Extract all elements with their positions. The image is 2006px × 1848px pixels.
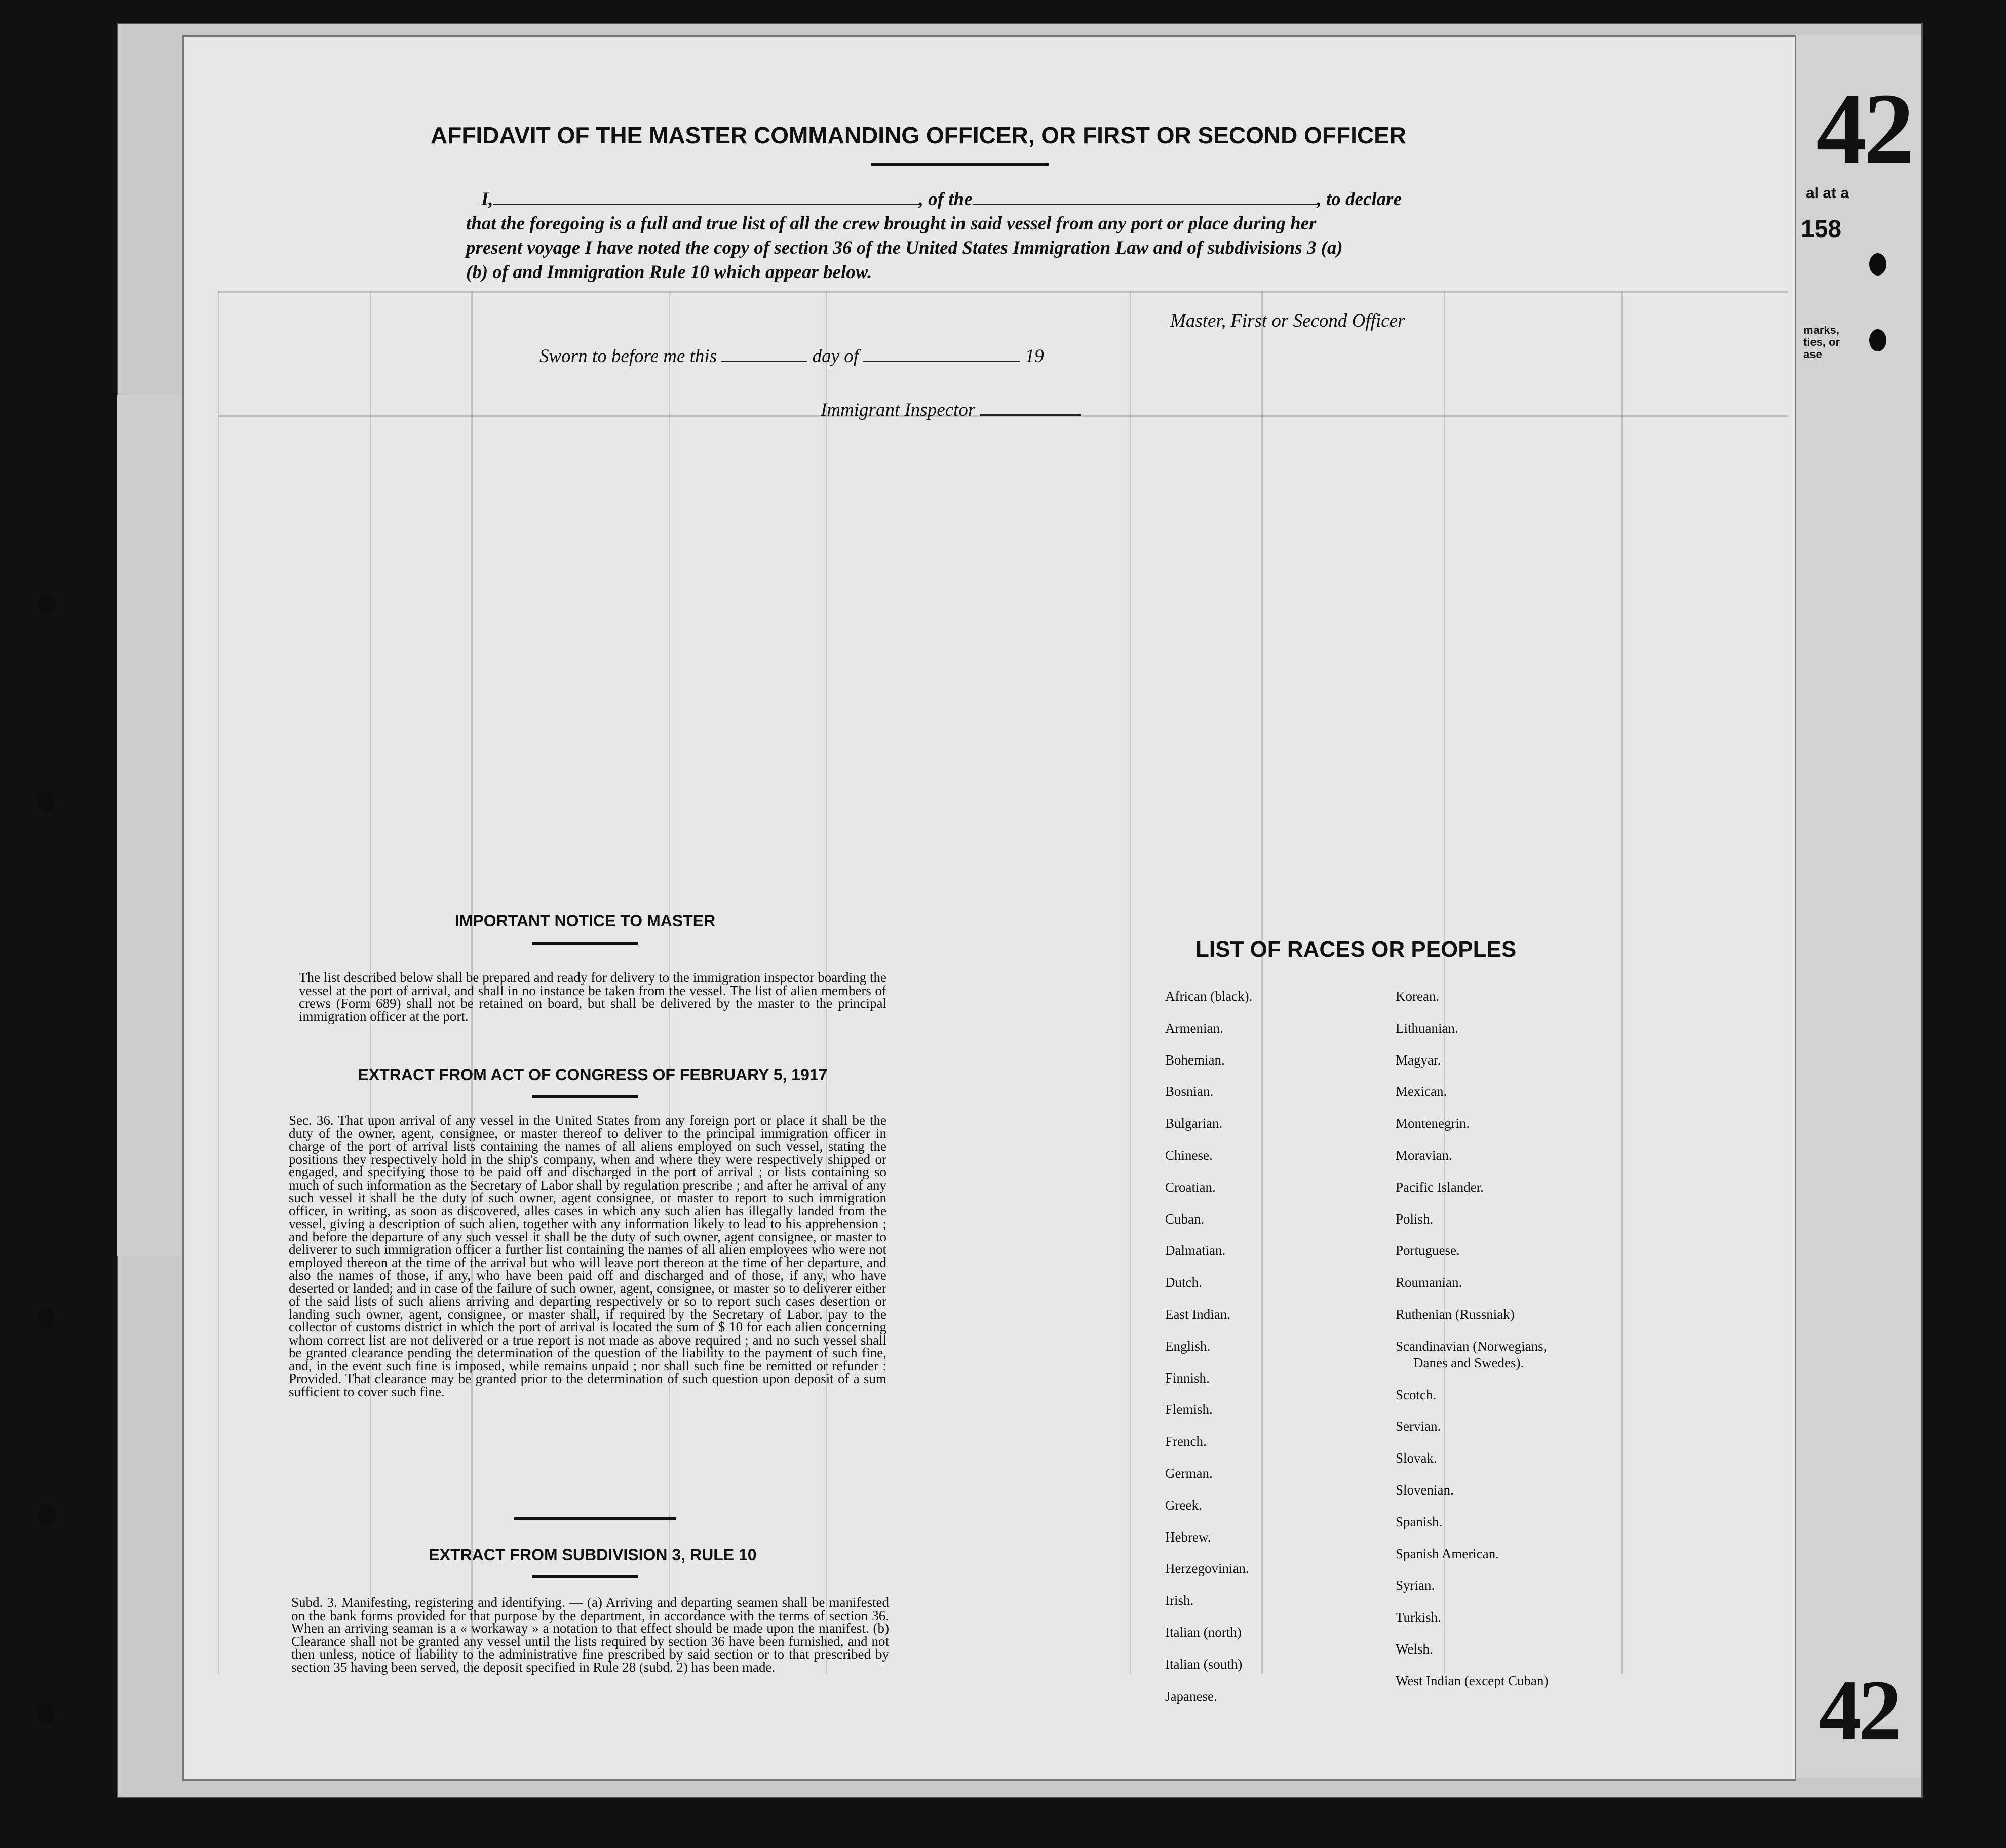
affidavit-title: AFFIDAVIT OF THE MASTER COMMANDING OFFICER, OR FIRST OR SECOND OFFICER: [431, 122, 1406, 148]
inspector-line: [821, 399, 1081, 421]
inspector-label: Immigrant Inspector: [821, 400, 976, 420]
race-left-item: Greek.: [1165, 1497, 1202, 1513]
punch-hole-1: [38, 593, 55, 615]
race-left-item: Flemish.: [1165, 1402, 1213, 1418]
margin-ase-label: ase: [1803, 348, 1822, 361]
vessel-blank[interactable]: [973, 188, 1317, 205]
race-left-item: Croatian.: [1165, 1179, 1216, 1195]
race-right-item: Mexican.: [1396, 1084, 1447, 1099]
margin-ties-label: ties, or: [1803, 336, 1840, 348]
affidavit-line-1: [481, 188, 1402, 210]
punch-hole-10: [1869, 253, 1886, 276]
affidavit-page: [182, 35, 1796, 1781]
master-signature-label: Master, First or Second Officer: [1170, 310, 1405, 331]
month-blank[interactable]: [863, 345, 1020, 362]
race-left-item: French.: [1165, 1434, 1207, 1449]
name-blank[interactable]: [493, 188, 919, 205]
act-text: Sec. 36. That upon arrival of any vessel in the United States from any foreign port or place it shall be the duty of the owner, agent, consignee, or master thereof to deliver to the principal immigration officer in charge of the port of arrival lists containing the names of all aliens employed on such vessel, stating the positions they respectively hold in the ship's company, when and where they were respectively shipped or engaged, and specifying those to be paid off and discharged in the port of arrival ; or lists containing so much of such information as the Secretary of Labor shall by regulation prescribe ; and after he arrival of any such vessel it shall be the duty of such owner, agent consignee, or master to report to such immigration officer, in writing, as soon as discovered, alles cases in which any such alien has illegally landed from the vessel, giving a description of such alien, together with any information likely to lead to his apprehension ; and before the departure of any such vessel it shall be the duty of such owner, agent consignee, or master to deliverer to such immigration officer a further list containing the names of all alien employees who were not employed thereon at the time of the arrival but who will leave port thereon at the time of her departure, and also the names of those, if any, who have been paid off and discharged and of those, if any, who have deserted or landed; and in case of the failure of such owner, agent, consignee, or master so to deliverer either of the said lists of such aliens arriving and departing respectively or so to report such cases desertion or landing such owner, agent, consignee, or master shall, if required by the Secretary of Labor, pay to the collector of customs district in which the port of arrival is located the sum of $ 10 for each alien concerning whom correct list are not delivered or a true report is not made as above required ; and no such vessel shall be granted clearance pending the determination of the question of the liability to the payment of such fine, and, in the event such fine is imposed, while remains unpaid ; nor shall such fine be remitted or refunder : Provided. That clearance may be granted prior to the determination of such question upon deposit of a sum sufficient to cover such fine.: [289, 1113, 886, 1399]
race-right-item: Roumanian.: [1396, 1275, 1462, 1290]
race-right-item: West Indian (except Cuban): [1396, 1673, 1549, 1688]
affidavit-line-4: (b) of and Immigration Rule 10 which appear below.: [466, 262, 872, 283]
punch-hole-5: [38, 1702, 55, 1724]
race-right-item: Scandinavian (Norwegians,: [1396, 1338, 1547, 1354]
race-right-item: Portuguese.: [1396, 1243, 1460, 1259]
punch-hole-2: [38, 790, 55, 812]
day-of-text: day of: [812, 346, 859, 367]
right-underlying-strip: [1793, 35, 1921, 1778]
punch-hole-4: [38, 1504, 55, 1526]
affidavit-line-3: present voyage I have noted the copy of section 36 of the United States Immigration Law and of subdivisions 3 (a): [466, 238, 1343, 258]
race-left-item: Finnish.: [1165, 1370, 1210, 1386]
race-right-item: Slovak.: [1396, 1450, 1437, 1466]
race-left-item: Bulgarian.: [1165, 1116, 1223, 1131]
race-right-item: Ruthenian (Russniak): [1396, 1307, 1515, 1322]
race-left-item: Dalmatian.: [1165, 1243, 1226, 1259]
races-title: LIST OF RACES OR PEOPLES: [1195, 937, 1517, 962]
affidavit-i: I,: [481, 189, 493, 210]
affidavit-line-2: that the foregoing is a full and true list of all the crew brought in said vessel from any port or place during her: [466, 213, 1317, 234]
margin-val-at: al at a: [1806, 185, 1849, 202]
race-right-item: Servian.: [1396, 1419, 1441, 1434]
race-right-item: Polish.: [1396, 1211, 1434, 1227]
sworn-text: Sworn to before me this: [539, 346, 717, 367]
race-left-item: English.: [1165, 1338, 1211, 1354]
race-left-item: East Indian.: [1165, 1307, 1230, 1322]
race-right-item: Turkish.: [1396, 1609, 1441, 1625]
rule-extract-separator: [514, 1517, 676, 1520]
race-left-item: Italian (north): [1165, 1625, 1242, 1640]
race-left-item: Cuban.: [1165, 1211, 1205, 1227]
race-left-item: Hebrew.: [1165, 1529, 1211, 1545]
race-right-item: Slovenian.: [1396, 1482, 1454, 1498]
race-left-item: Bohemian.: [1165, 1052, 1225, 1068]
race-right-item: Lithuanian.: [1396, 1020, 1458, 1036]
race-left-item: Irish.: [1165, 1593, 1194, 1608]
act-title: EXTRACT FROM ACT OF CONGRESS OF FEBRUARY 5, 1917: [358, 1066, 828, 1084]
inspector-blank[interactable]: [980, 399, 1081, 416]
title-rule: [871, 163, 1049, 166]
race-right-item: Pacific Islander.: [1396, 1179, 1484, 1195]
race-left-item: Dutch.: [1165, 1275, 1202, 1290]
race-right-item: Spanish American.: [1396, 1546, 1499, 1561]
margin-marks-label: marks,: [1803, 324, 1839, 336]
page-number-top: 42: [1816, 73, 1911, 185]
race-left-item: Herzegovinian.: [1165, 1561, 1249, 1577]
left-underlying-strip: [117, 395, 182, 1256]
race-right-item: Korean.: [1396, 989, 1440, 1004]
margin-col-labels: [1803, 324, 1840, 361]
race-left-item: German.: [1165, 1466, 1213, 1481]
race-left-item: Bosnian.: [1165, 1084, 1214, 1099]
race-right-item: Moravian.: [1396, 1148, 1452, 1163]
rule-text: Subd. 3. Manifesting, registering and identifying. — (a) Arriving and departing seamen shall be manifested on the bank forms provided for that purpose by the department, in accordance with the terms of section 36. When an arriving seaman is a « workaway » a notation to that effect should be made upon the manifest. (b) Clearance shall not be granted any vessel until the lists required by section 36 have been furnished, and not then unless, notice of liability to the administrative fine prescribed by said section or to that prescribed by section 35 having been served, the deposit specified in Rule 28 (subd. 2) has been made.: [291, 1595, 889, 1675]
race-left-item: Chinese.: [1165, 1148, 1213, 1163]
race-right-item: Danes and Swedes).: [1413, 1355, 1524, 1370]
affidavit-declare: , to declare: [1317, 189, 1402, 210]
race-right-item: Syrian.: [1396, 1578, 1435, 1593]
margin-count: 158: [1801, 216, 1842, 243]
race-right-item: Spanish.: [1396, 1514, 1443, 1529]
race-right-item: Scotch.: [1396, 1387, 1437, 1402]
act-rule: [532, 1095, 638, 1098]
punch-hole-11: [1869, 329, 1886, 351]
notice-text: The list described below shall be prepared and ready for delivery to the immigration inspector boarding the vessel at the port of arrival, and shall in no instance be taken from the vessel. The list of alien members of crews (Form 689) shall not be retained on board, but shall be delivered by the master to the principal immigration officer at the port.: [299, 970, 886, 1024]
race-left-item: Italian (south): [1165, 1656, 1243, 1672]
sworn-day-blank[interactable]: [721, 345, 807, 362]
rule-title: EXTRACT FROM SUBDIVISION 3, RULE 10: [429, 1546, 757, 1564]
race-right-item: Magyar.: [1396, 1052, 1441, 1068]
affidavit-ofthe: , of the: [918, 189, 973, 210]
sworn-line: [539, 345, 1044, 367]
race-right-item: Welsh.: [1396, 1641, 1433, 1657]
notice-rule: [532, 942, 638, 945]
race-left-item: Japanese.: [1165, 1688, 1217, 1704]
page-number-bottom: 42: [1819, 1663, 1899, 1758]
race-left-item: Armenian.: [1165, 1020, 1223, 1036]
race-right-item: Montenegrin.: [1396, 1116, 1470, 1131]
notice-title: IMPORTANT NOTICE TO MASTER: [454, 912, 716, 930]
year-text: 19: [1025, 346, 1044, 367]
race-left-item: African (black).: [1165, 989, 1253, 1004]
punch-hole-3: [38, 1307, 55, 1329]
rule-title-rule: [532, 1575, 638, 1578]
